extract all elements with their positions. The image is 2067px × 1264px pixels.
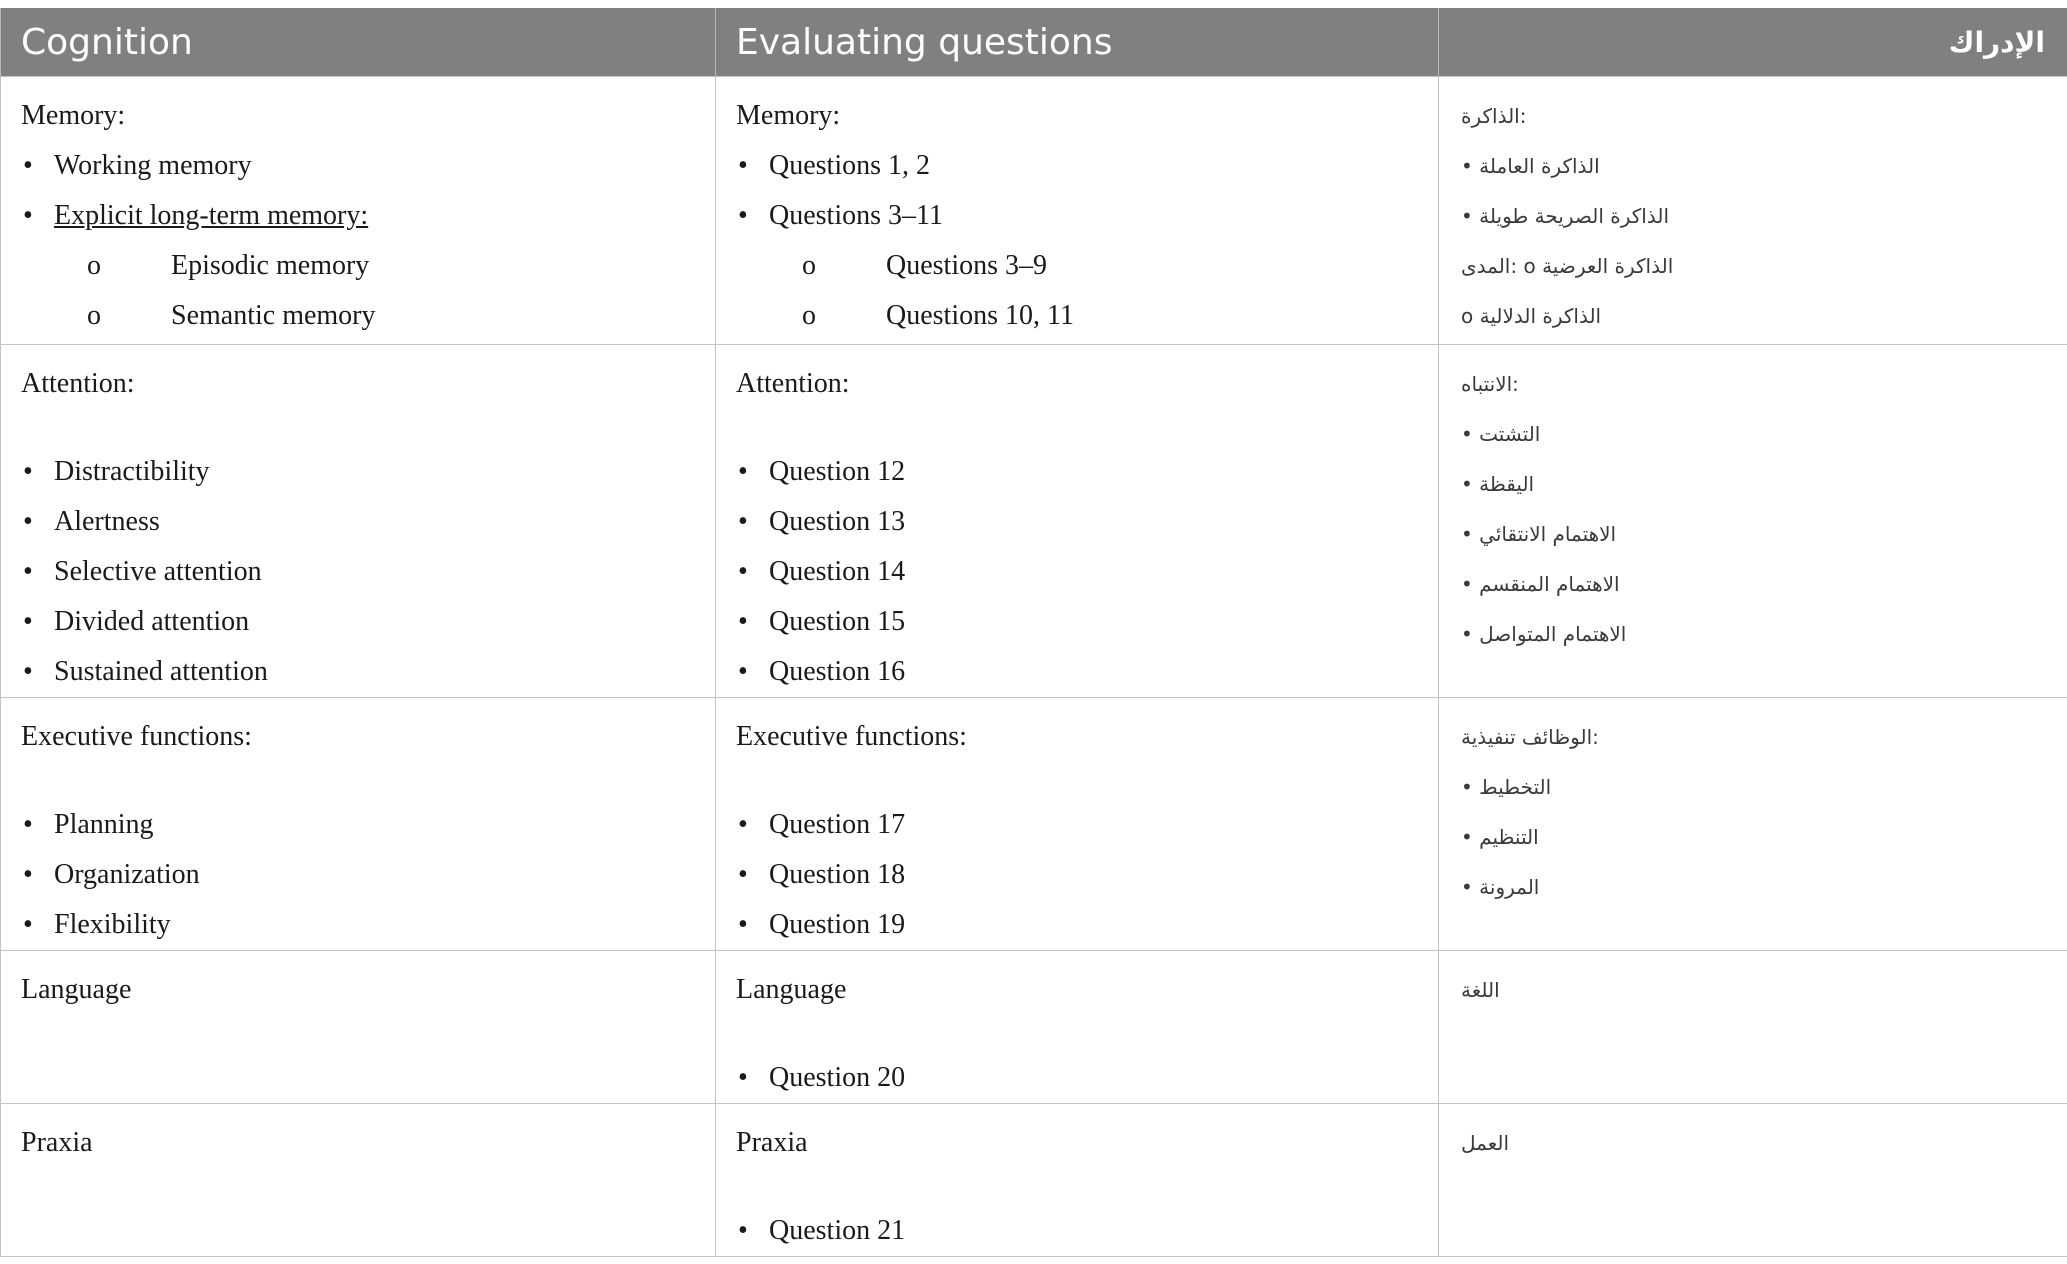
header-cognition: Cognition: [1, 8, 716, 77]
sub-marker: o: [87, 250, 101, 281]
header-arabic: الإدراك: [1439, 8, 2067, 77]
list-item-label: Explicit long-term memory:: [54, 200, 369, 231]
cell-cognition-praxia: [1, 1104, 716, 1257]
sub-list-item: [21, 241, 695, 291]
arabic-line: • الذاكرة الصريحة طويلة: [1461, 204, 1669, 228]
arabic-line: • الاهتمام المنقسم: [1461, 572, 1620, 596]
list-item: • Question 16: [736, 647, 1418, 697]
list-item: • Question 13: [736, 497, 1418, 547]
table-header-row: [1, 8, 2067, 77]
row-title: Praxia: [736, 1127, 808, 1158]
header-evaluating-questions: Evaluating questions: [716, 8, 1439, 77]
arabic-line: المدى: o الذاكرة العرضية: [1461, 254, 1674, 278]
cell-arabic-language: [1439, 951, 2067, 1104]
list-item: • Question 12: [736, 447, 1418, 497]
cell-arabic-attention: [1439, 345, 2067, 698]
row-title: Attention:: [21, 368, 135, 399]
sub-list-item-label: Questions 10, 11: [886, 300, 1074, 331]
arabic-line: الانتباه:: [1461, 372, 1519, 396]
list-item: [21, 191, 695, 241]
arabic-line: • المرونة: [1461, 875, 1540, 899]
sub-marker: o: [87, 300, 101, 331]
arabic-line: • الذاكرة العاملة: [1461, 154, 1600, 178]
row-title: Memory:: [736, 100, 841, 131]
cell-arabic-memory: [1439, 77, 2067, 345]
spacer: [736, 762, 1418, 800]
sub-list-item: [21, 291, 695, 341]
list-item: • Question 19: [736, 900, 1418, 950]
arabic-line: العمل: [1461, 1131, 1510, 1155]
table-row-memory: [1, 77, 2067, 345]
sub-list-item: [736, 291, 1418, 341]
cell-questions-language: [716, 951, 1439, 1104]
spacer: [736, 1168, 1418, 1206]
row-title: Language: [736, 974, 847, 1005]
arabic-line: • التخطيط: [1461, 775, 1552, 799]
cell-arabic-executive: [1439, 698, 2067, 951]
row-title: Executive functions:: [736, 721, 967, 752]
list-item: • Organization: [21, 850, 695, 900]
list-item: • Question 20: [736, 1053, 1418, 1103]
sub-list-item-label: Semantic memory: [171, 300, 376, 331]
arabic-line: • الاهتمام الانتقائي: [1461, 522, 1617, 546]
arabic-line: الوظائف تنفيذية:: [1461, 725, 1599, 749]
list-item: • Alertness: [21, 497, 695, 547]
sub-list-item-label: Episodic memory: [171, 250, 370, 281]
spacer: [736, 409, 1418, 447]
row-title: Attention:: [736, 368, 850, 399]
row-title: Executive functions:: [21, 721, 252, 752]
arabic-line: • التنظيم: [1461, 825, 1539, 849]
cell-cognition-attention: [1, 345, 716, 698]
cell-cognition-executive: [1, 698, 716, 951]
arabic-line: o الذاكرة الدلالية: [1461, 304, 1602, 328]
list-item: • Selective attention: [21, 547, 695, 597]
arabic-line: • الاهتمام المتواصل: [1461, 622, 1627, 646]
spacer: [21, 762, 695, 800]
cell-cognition-memory: [1, 77, 716, 345]
list-item: • Question 15: [736, 597, 1418, 647]
arabic-line: الذاكرة:: [1461, 104, 1527, 128]
cell-arabic-praxia: [1439, 1104, 2067, 1257]
list-item: • Questions 3–11: [736, 191, 1418, 241]
list-item: • Questions 1, 2: [736, 141, 1418, 191]
list-item: • Divided attention: [21, 597, 695, 647]
row-title: Memory:: [21, 100, 126, 131]
sub-list-item-label: Questions 3–9: [886, 250, 1047, 281]
list-item: • Distractibility: [21, 447, 695, 497]
arabic-line: • التشتت: [1461, 422, 1541, 446]
list-item: • Question 21: [736, 1206, 1418, 1256]
list-item: • Question 18: [736, 850, 1418, 900]
list-item: • Working memory: [21, 141, 695, 191]
spacer: [21, 409, 695, 447]
spacer: [736, 1015, 1418, 1053]
row-title: Language: [21, 974, 132, 1005]
cell-questions-attention: [716, 345, 1439, 698]
cell-questions-memory: [716, 77, 1439, 345]
cognition-table: [0, 8, 2067, 1257]
row-title: Praxia: [21, 1127, 93, 1158]
table-row-attention: [1, 345, 2067, 698]
sub-marker: o: [802, 250, 816, 281]
table-row-language: [1, 951, 2067, 1104]
sub-marker: o: [802, 300, 816, 331]
cell-cognition-language: [1, 951, 716, 1104]
list-item: • Question 14: [736, 547, 1418, 597]
sub-list-item: [736, 241, 1418, 291]
list-item: • Sustained attention: [21, 647, 695, 697]
cell-questions-praxia: [716, 1104, 1439, 1257]
table-row-praxia: [1, 1104, 2067, 1257]
arabic-line: اللغة: [1461, 978, 1500, 1002]
list-item: • Planning: [21, 800, 695, 850]
arabic-line: • اليقظة: [1461, 472, 1535, 496]
cell-questions-executive: [716, 698, 1439, 951]
table-row-executive-functions: [1, 698, 2067, 951]
list-item: • Flexibility: [21, 900, 695, 950]
list-item: • Question 17: [736, 800, 1418, 850]
